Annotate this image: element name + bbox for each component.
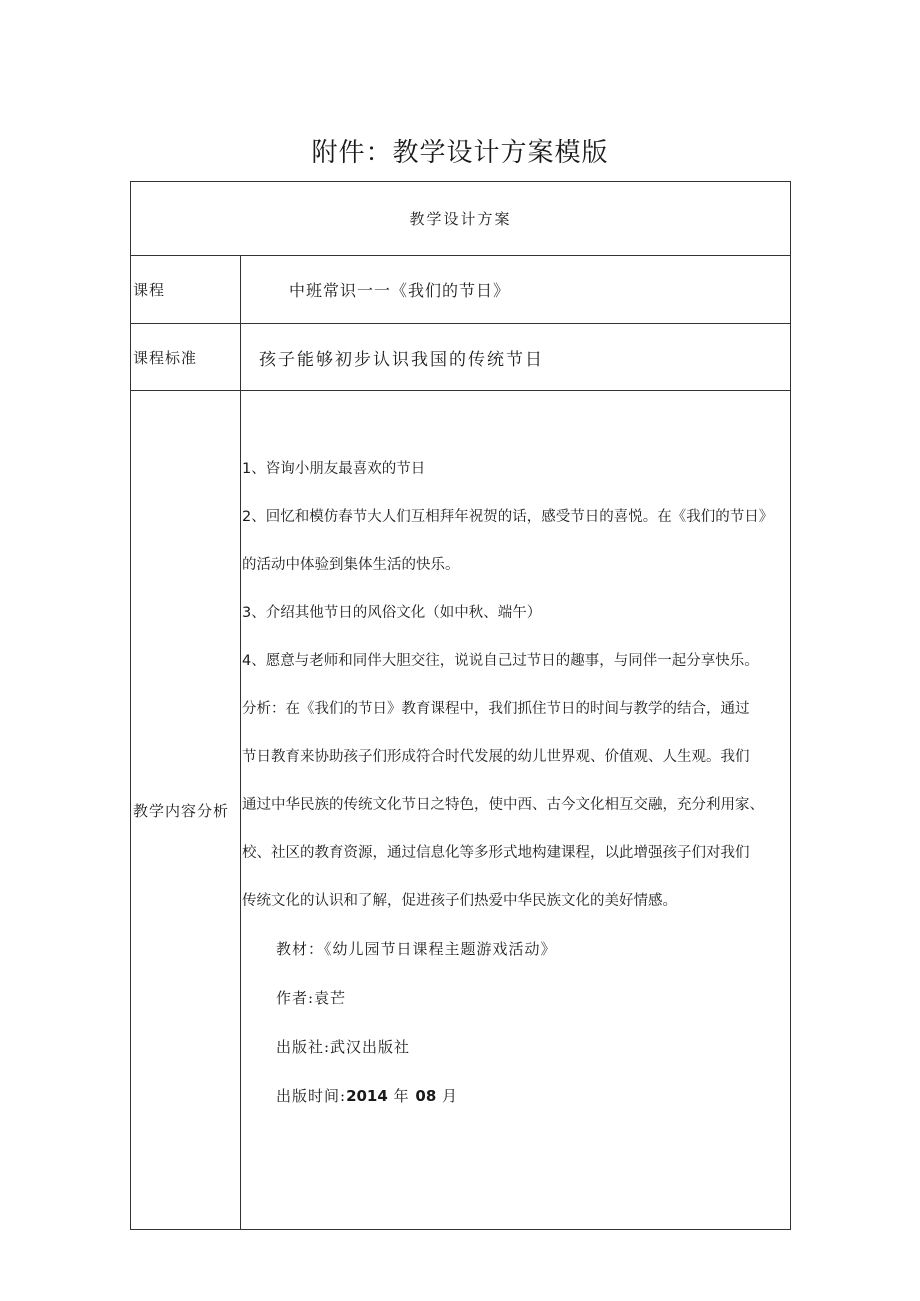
content-row [131, 391, 791, 1230]
year-unit: 年 [393, 1087, 410, 1105]
month-unit: 月 [442, 1087, 459, 1105]
textbook: 教材：《幼儿园节日课程主题游戏活动》 [276, 940, 557, 958]
analysis-line-1 [241, 697, 790, 721]
course-value: 中班常识一一《我们的节日》 [241, 256, 791, 324]
standard-row [131, 324, 791, 391]
content-label: 教学内容分析 [131, 391, 241, 1230]
analysis-line-5: 传统文化的认识和了解，促进孩子们热爱中华民族文化的美好情感。 [242, 893, 677, 909]
standard-label: 课程标准 [131, 324, 241, 391]
standard-value: 孩子能够初步认识我国的传统节日 [241, 324, 791, 391]
publish-time-label: 出版时间: [276, 1087, 347, 1105]
content-item-4: 4、愿意与老师和同伴大胆交往，说说自己过节日的趣事，与同伴一起分享快乐。 [242, 653, 759, 669]
content-item-2-line-1: 2、回忆和模仿春节大人们互相拜年祝贺的话，感受节日的喜悦。在《我们的节日》 [242, 509, 774, 525]
course-label: 课程 [131, 256, 241, 324]
publisher: 出版社:武汉出版社 [276, 1038, 411, 1056]
author: 作者:袁芒 [276, 989, 347, 1007]
publish-month: 08 [415, 1087, 437, 1105]
content-analysis [241, 391, 791, 1230]
analysis-label: 分析： [242, 701, 286, 717]
publish-year: 2014 [346, 1087, 388, 1105]
analysis-line-2: 节日教育来协助孩子们形成符合时代发展的幼儿世界观、价值观、人生观。我们 [242, 749, 750, 765]
publish-time [241, 1084, 790, 1108]
content-item-1: 1、咨询小朋友最喜欢的节日 [242, 461, 426, 477]
content-item-3: 3、介绍其他节日的风俗文化（如中秋、端午） [242, 605, 542, 621]
analysis-line-4: 校、社区的教育资源，通过信息化等多形式地构建课程，以此增强孩子们对我们 [242, 845, 750, 861]
analysis-line-3: 通过中华民族的传统文化节日之特色，使中西、古今文化相互交融，充分利用家、 [242, 797, 764, 813]
analysis-line-1-text: 在《我们的节日》教育课程中，我们抓住节日的时间与教学的结合，通过 [285, 701, 750, 717]
content-item-2-line-2: 的活动中体验到集体生活的快乐。 [242, 557, 460, 573]
course-row [131, 256, 791, 324]
table-header: 教学设计方案 [131, 182, 791, 256]
teaching-design-table [130, 181, 791, 1230]
table-header-row [131, 182, 791, 256]
document-title: 附件：教学设计方案模版 [311, 138, 609, 168]
